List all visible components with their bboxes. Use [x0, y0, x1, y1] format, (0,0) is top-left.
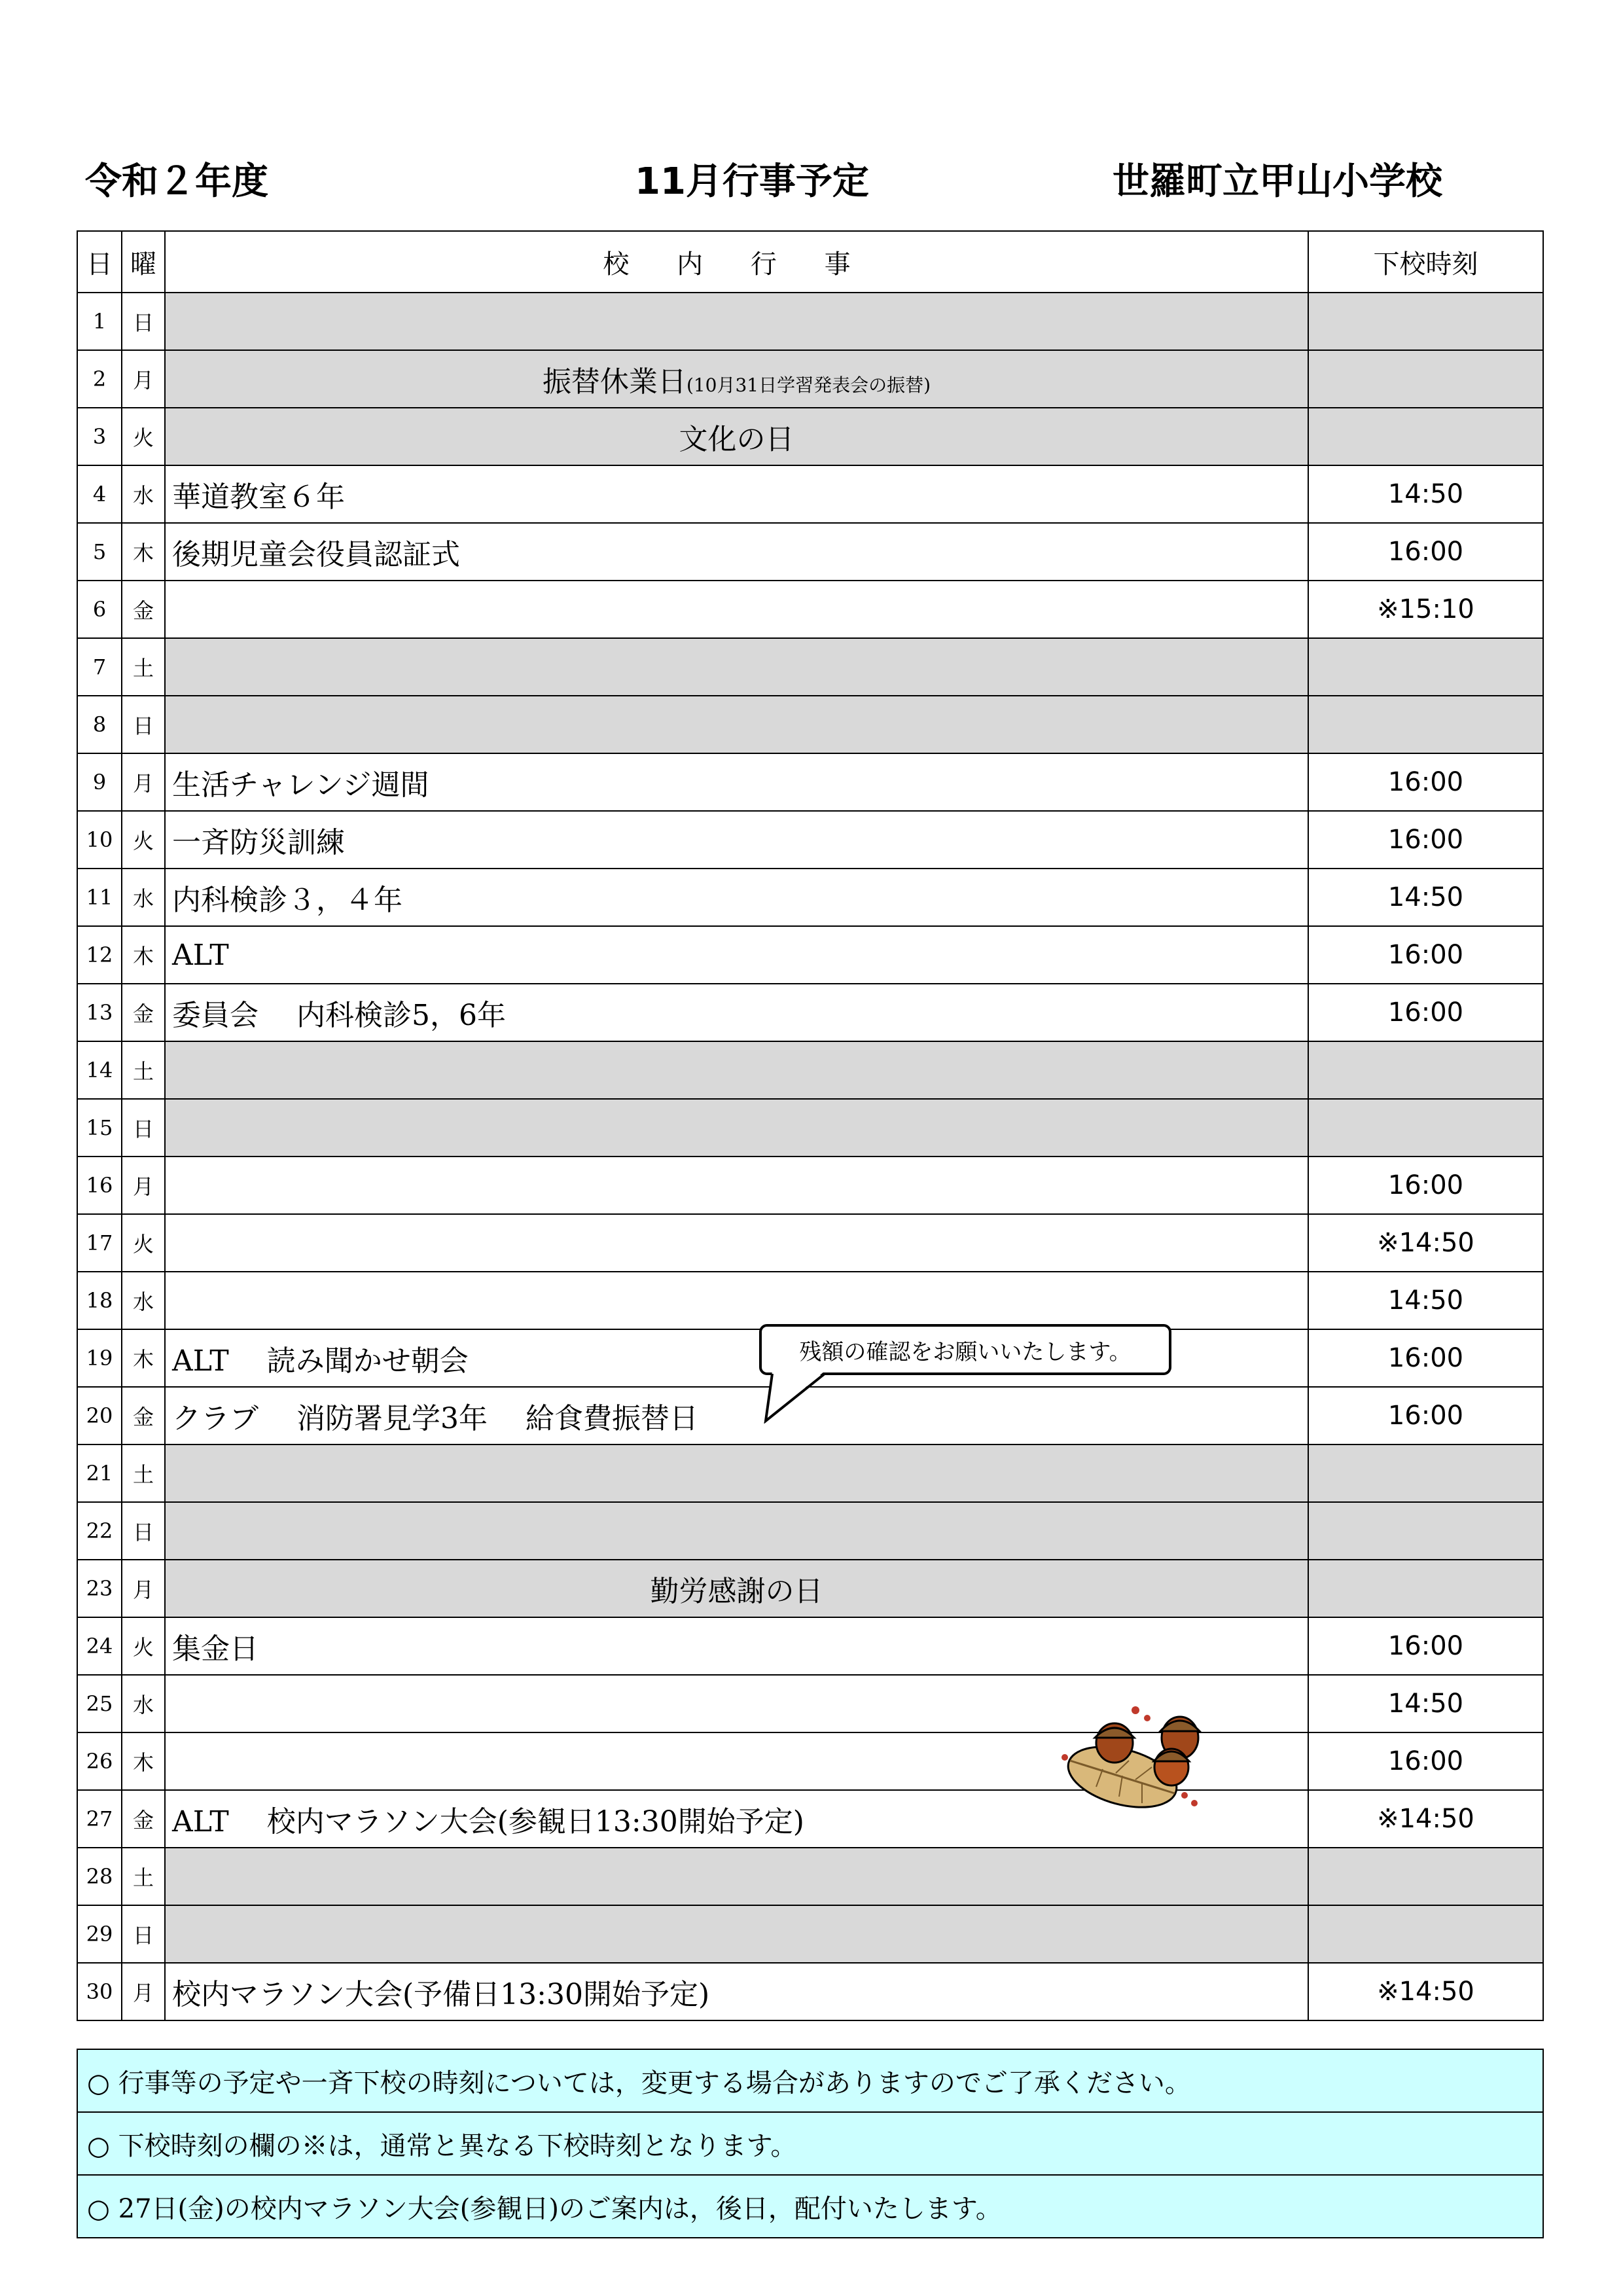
dismissal-time-cell: 16:00 — [1308, 1732, 1543, 1790]
event-cell — [165, 1099, 1308, 1157]
event-cell — [165, 926, 1308, 984]
table-row — [77, 523, 1543, 581]
weekday-cell: 土 — [122, 1848, 165, 1905]
table-row — [77, 1790, 1543, 1848]
weekday-cell: 月 — [122, 350, 165, 408]
event-cell — [165, 523, 1308, 581]
event-text: ALT 校内マラソン大会(参観日13:30開始予定) — [172, 1805, 804, 1839]
event-text: ALT 読み聞かせ朝会 — [172, 1344, 469, 1378]
day-cell: 19 — [77, 1329, 122, 1387]
page-header — [0, 156, 1623, 208]
weekday-cell: 木 — [122, 1732, 165, 1790]
dismissal-time-cell — [1308, 1560, 1543, 1617]
table-row — [77, 1732, 1543, 1790]
day-cell: 14 — [77, 1041, 122, 1099]
school-name: 世羅町立甲山小学校 — [1113, 160, 1442, 203]
table-header-row — [77, 231, 1543, 293]
dismissal-time-cell — [1308, 1502, 1543, 1560]
weekday-cell: 火 — [122, 1214, 165, 1272]
dismissal-time-cell: 16:00 — [1308, 1157, 1543, 1214]
day-cell: 6 — [77, 581, 122, 638]
event-text: 内科検診３，４年 — [172, 884, 402, 917]
dismissal-time-cell: 16:00 — [1308, 1329, 1543, 1387]
event-cell — [165, 581, 1308, 638]
day-cell: 7 — [77, 638, 122, 696]
event-cell — [165, 1560, 1308, 1617]
day-cell: 15 — [77, 1099, 122, 1157]
callout-bubble: 残額の確認をお願いいたします。 — [759, 1324, 1171, 1375]
table-row — [77, 1963, 1543, 2020]
event-cell — [165, 1214, 1308, 1272]
table-row — [77, 1272, 1543, 1329]
table-row — [77, 869, 1543, 926]
dismissal-time-cell — [1308, 1444, 1543, 1502]
weekday-cell: 月 — [122, 753, 165, 811]
weekday-cell: 木 — [122, 926, 165, 984]
day-cell: 28 — [77, 1848, 122, 1905]
dismissal-time-cell — [1308, 1848, 1543, 1905]
day-cell: 10 — [77, 811, 122, 869]
table-row — [77, 753, 1543, 811]
event-cell — [165, 408, 1308, 465]
weekday-cell: 土 — [122, 1444, 165, 1502]
dismissal-time-cell: 14:50 — [1308, 1272, 1543, 1329]
event-text: クラブ 消防署見学3年 給食費振替日 — [172, 1402, 698, 1435]
weekday-cell: 火 — [122, 408, 165, 465]
dismissal-time-cell — [1308, 696, 1543, 753]
notes-table — [77, 2049, 1544, 2238]
day-cell: 11 — [77, 869, 122, 926]
event-text: 文化の日 — [679, 423, 794, 456]
event-cell — [165, 638, 1308, 696]
callout-tail — [759, 1371, 838, 1424]
day-cell: 13 — [77, 984, 122, 1041]
weekday-cell: 月 — [122, 1963, 165, 2020]
header-dismissal-time: 下校時刻 — [1308, 231, 1543, 293]
table-row — [77, 408, 1543, 465]
event-text: 振替休業日 — [542, 365, 687, 399]
table-row — [77, 350, 1543, 408]
dismissal-time-cell: 14:50 — [1308, 1675, 1543, 1732]
day-cell: 21 — [77, 1444, 122, 1502]
table-row — [77, 811, 1543, 869]
weekday-cell: 日 — [122, 1099, 165, 1157]
table-row — [77, 1848, 1543, 1905]
event-cell — [165, 350, 1308, 408]
table-row — [77, 293, 1543, 350]
dismissal-time-cell: ※15:10 — [1308, 581, 1543, 638]
dismissal-time-cell — [1308, 1099, 1543, 1157]
dismissal-time-cell: 16:00 — [1308, 523, 1543, 581]
day-cell: 25 — [77, 1675, 122, 1732]
day-cell: 9 — [77, 753, 122, 811]
event-cell — [165, 984, 1308, 1041]
table-row — [77, 638, 1543, 696]
table-row — [77, 1905, 1543, 1963]
day-cell: 8 — [77, 696, 122, 753]
event-cell — [165, 1617, 1308, 1675]
event-cell — [165, 1157, 1308, 1214]
event-cell — [165, 1848, 1308, 1905]
day-cell: 18 — [77, 1272, 122, 1329]
day-cell: 27 — [77, 1790, 122, 1848]
day-cell: 29 — [77, 1905, 122, 1963]
table-row — [77, 465, 1543, 523]
event-cell — [165, 1963, 1308, 2020]
day-cell: 16 — [77, 1157, 122, 1214]
weekday-cell: 火 — [122, 1617, 165, 1675]
table-row — [77, 1214, 1543, 1272]
dismissal-time-cell: ※14:50 — [1308, 1963, 1543, 2020]
day-cell: 30 — [77, 1963, 122, 2020]
event-cell — [165, 1387, 1308, 1444]
weekday-cell: 木 — [122, 1329, 165, 1387]
day-cell: 2 — [77, 350, 122, 408]
event-cell — [165, 465, 1308, 523]
table-row — [77, 1675, 1543, 1732]
table-row — [77, 926, 1543, 984]
day-cell: 22 — [77, 1502, 122, 1560]
event-text: 生活チャレンジ週間 — [172, 768, 429, 802]
weekday-cell: 水 — [122, 869, 165, 926]
weekday-cell: 土 — [122, 1041, 165, 1099]
weekday-cell: 金 — [122, 984, 165, 1041]
header-day: 日 — [77, 231, 122, 293]
event-cell — [165, 1905, 1308, 1963]
note-item: ○ 27日(金)の校内マラソン大会(参観日)のご案内は，後日，配付いたします。 — [77, 2175, 1543, 2238]
weekday-cell: 水 — [122, 1272, 165, 1329]
acorn-leaf-icon — [1057, 1698, 1207, 1816]
dismissal-time-cell: ※14:50 — [1308, 1790, 1543, 1848]
dismissal-time-cell: ※14:50 — [1308, 1214, 1543, 1272]
dismissal-time-cell — [1308, 1905, 1543, 1963]
dismissal-time-cell: 14:50 — [1308, 465, 1543, 523]
event-text: 集金日 — [172, 1632, 259, 1666]
event-cell — [165, 696, 1308, 753]
weekday-cell: 日 — [122, 1502, 165, 1560]
event-cell — [165, 753, 1308, 811]
dismissal-time-cell: 16:00 — [1308, 984, 1543, 1041]
dismissal-time-cell — [1308, 293, 1543, 350]
weekday-cell: 日 — [122, 1905, 165, 1963]
dismissal-time-cell — [1308, 638, 1543, 696]
day-cell: 12 — [77, 926, 122, 984]
header-events: 校 内 行 事 — [165, 231, 1308, 293]
weekday-cell: 月 — [122, 1560, 165, 1617]
event-note: (10月31日学習発表会の振替) — [686, 374, 931, 396]
table-row — [77, 581, 1543, 638]
weekday-cell: 金 — [122, 1790, 165, 1848]
weekday-cell: 金 — [122, 581, 165, 638]
table-row — [77, 696, 1543, 753]
weekday-cell: 木 — [122, 523, 165, 581]
event-text: 華道教室６年 — [172, 480, 345, 514]
event-text: 一斉防災訓練 — [172, 826, 345, 859]
day-cell: 5 — [77, 523, 122, 581]
weekday-cell: 日 — [122, 696, 165, 753]
dismissal-time-cell: 16:00 — [1308, 811, 1543, 869]
dismissal-time-cell: 16:00 — [1308, 1387, 1543, 1444]
event-text: ALT — [172, 938, 229, 972]
day-cell: 20 — [77, 1387, 122, 1444]
schedule-table — [77, 230, 1544, 2021]
dismissal-time-cell — [1308, 350, 1543, 408]
event-text: 校内マラソン大会(予備日13:30開始予定) — [172, 1978, 710, 2011]
weekday-cell: 金 — [122, 1387, 165, 1444]
dismissal-time-cell: 16:00 — [1308, 753, 1543, 811]
event-cell — [165, 1041, 1308, 1099]
day-cell: 17 — [77, 1214, 122, 1272]
event-cell — [165, 1502, 1308, 1560]
weekday-cell: 水 — [122, 1675, 165, 1732]
note-item: ○ 行事等の予定や一斉下校の時刻については，変更する場合がありますのでご了承ください。 — [77, 2049, 1543, 2112]
event-text: 後期児童会役員認証式 — [172, 538, 460, 571]
weekday-cell: 日 — [122, 293, 165, 350]
weekday-cell: 土 — [122, 638, 165, 696]
table-row — [77, 1502, 1543, 1560]
table-row — [77, 1157, 1543, 1214]
event-cell — [165, 1272, 1308, 1329]
event-cell — [165, 869, 1308, 926]
day-cell: 24 — [77, 1617, 122, 1675]
event-cell — [165, 811, 1308, 869]
event-cell — [165, 1444, 1308, 1502]
weekday-cell: 月 — [122, 1157, 165, 1214]
table-row — [77, 1099, 1543, 1157]
weekday-cell: 火 — [122, 811, 165, 869]
dismissal-time-cell — [1308, 408, 1543, 465]
event-cell — [165, 293, 1308, 350]
table-row — [77, 1617, 1543, 1675]
dismissal-time-cell: 16:00 — [1308, 1617, 1543, 1675]
dismissal-time-cell: 16:00 — [1308, 926, 1543, 984]
event-text: 勤労感謝の日 — [650, 1575, 823, 1608]
page-title: 11月行事予定 — [635, 160, 869, 203]
table-row — [77, 1444, 1543, 1502]
day-cell: 23 — [77, 1560, 122, 1617]
note-item: ○ 下校時刻の欄の※は，通常と異なる下校時刻となります。 — [77, 2112, 1543, 2175]
day-cell: 26 — [77, 1732, 122, 1790]
fiscal-year: 令和２年度 — [85, 160, 268, 203]
table-row — [77, 984, 1543, 1041]
table-row — [77, 1041, 1543, 1099]
event-text: 委員会 内科検診5，6年 — [172, 999, 506, 1032]
header-weekday: 曜 — [122, 231, 165, 293]
weekday-cell: 水 — [122, 465, 165, 523]
dismissal-time-cell — [1308, 1041, 1543, 1099]
table-row — [77, 1560, 1543, 1617]
dismissal-time-cell: 14:50 — [1308, 869, 1543, 926]
day-cell: 4 — [77, 465, 122, 523]
day-cell: 1 — [77, 293, 122, 350]
day-cell: 3 — [77, 408, 122, 465]
